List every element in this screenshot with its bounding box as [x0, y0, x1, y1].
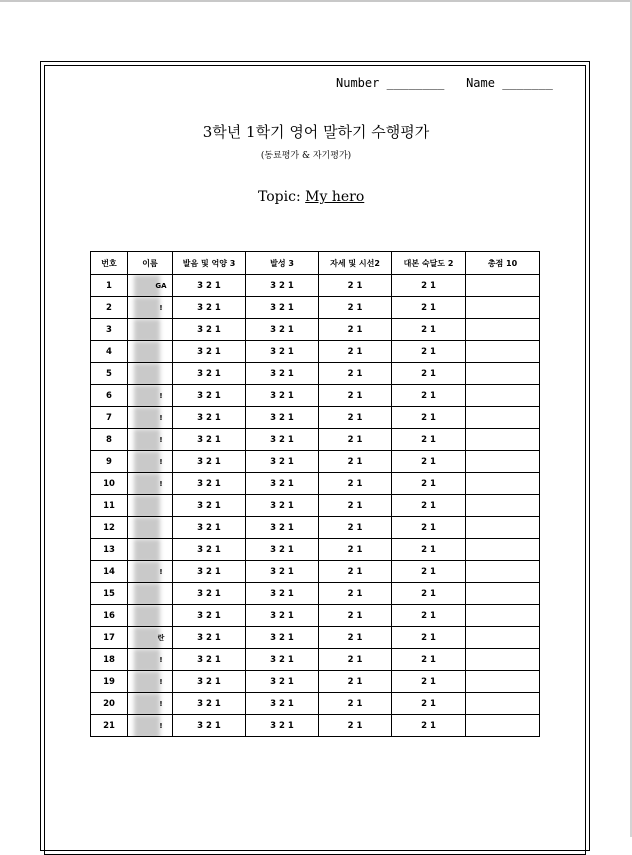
name-cell: [128, 275, 173, 297]
voice-score-cell: 3 2 1: [246, 693, 319, 715]
pronunciation-score-cell: 3 2 1: [173, 319, 246, 341]
row-number-cell: 11: [91, 495, 128, 517]
row-number-cell: 9: [91, 451, 128, 473]
row-number-cell: 16: [91, 605, 128, 627]
redacted-name-blur: [134, 407, 163, 429]
script-score-cell: 2 1: [392, 627, 466, 649]
script-score-cell: 2 1: [392, 561, 466, 583]
pronunciation-score-cell: 3 2 1: [173, 429, 246, 451]
name-cell: [128, 715, 173, 737]
redacted-name-blur: [134, 297, 163, 319]
row-number-cell: 1: [91, 275, 128, 297]
script-score-cell: 2 1: [392, 715, 466, 737]
table-row: [91, 473, 540, 495]
name-text: !: [159, 457, 163, 466]
script-score-cell: 2 1: [392, 693, 466, 715]
table-row: [91, 517, 540, 539]
voice-score-cell: 3 2 1: [246, 627, 319, 649]
script-score-cell: 2 1: [392, 363, 466, 385]
table-row: [91, 297, 540, 319]
pronunciation-score-cell: 3 2 1: [173, 605, 246, 627]
total-score-cell[interactable]: [466, 671, 540, 693]
table-row: [91, 429, 540, 451]
total-score-cell[interactable]: [466, 473, 540, 495]
table-header-row: [91, 252, 540, 275]
pronunciation-score-cell: 3 2 1: [173, 363, 246, 385]
script-score-cell: 2 1: [392, 583, 466, 605]
name-cell: [128, 539, 173, 561]
name-text: !: [159, 303, 163, 312]
redacted-name-blur: [134, 539, 160, 561]
pronunciation-score-cell: 3 2 1: [173, 275, 246, 297]
pronunciation-score-cell: 3 2 1: [173, 539, 246, 561]
script-score-cell: 2 1: [392, 517, 466, 539]
table-row: [91, 275, 540, 297]
total-score-cell[interactable]: [466, 429, 540, 451]
table-row: [91, 605, 540, 627]
posture-score-cell: 2 1: [319, 319, 392, 341]
name-text: !: [159, 435, 163, 444]
row-number-cell: 14: [91, 561, 128, 583]
name-text: !: [159, 567, 163, 576]
script-score-cell: 2 1: [392, 495, 466, 517]
voice-score-cell: 3 2 1: [246, 319, 319, 341]
redacted-name-blur: [134, 385, 163, 407]
pronunciation-score-cell: 3 2 1: [173, 407, 246, 429]
page-subtitle: (동료평가 & 자기평가): [260, 151, 352, 161]
row-number-cell: 20: [91, 693, 128, 715]
row-number-cell: 6: [91, 385, 128, 407]
name-cell: [128, 627, 173, 649]
row-number-cell: 19: [91, 671, 128, 693]
table-row: [91, 627, 540, 649]
total-score-cell[interactable]: [466, 583, 540, 605]
redacted-name-blur: [134, 451, 163, 473]
pronunciation-score-cell: 3 2 1: [173, 341, 246, 363]
redacted-name-blur: [134, 495, 160, 517]
redacted-name-blur: [134, 583, 160, 605]
redacted-name-blur: [134, 693, 163, 715]
voice-score-cell: 3 2 1: [246, 451, 319, 473]
redacted-name-blur: [134, 649, 163, 671]
voice-score-cell: 3 2 1: [246, 605, 319, 627]
script-score-cell: 2 1: [392, 539, 466, 561]
total-score-cell[interactable]: [466, 451, 540, 473]
voice-score-cell: 3 2 1: [246, 495, 319, 517]
voice-score-cell: 3 2 1: [246, 385, 319, 407]
voice-score-cell: 3 2 1: [246, 363, 319, 385]
voice-score-cell: 3 2 1: [246, 473, 319, 495]
topic-value: My hero: [305, 189, 365, 205]
total-score-cell[interactable]: [466, 539, 540, 561]
redacted-name-blur: [134, 363, 160, 385]
table-row: [91, 319, 540, 341]
redacted-name-blur: [134, 517, 160, 539]
table-row: [91, 341, 540, 363]
number-label: Number: [336, 76, 380, 90]
table-row: [91, 671, 540, 693]
posture-score-cell: 2 1: [319, 627, 392, 649]
table-row: [91, 407, 540, 429]
name-cell: [128, 649, 173, 671]
topic-line: [258, 189, 364, 205]
name-text: !: [159, 655, 163, 664]
name-cell: [128, 495, 173, 517]
row-number-cell: 10: [91, 473, 128, 495]
posture-score-cell: 2 1: [319, 605, 392, 627]
script-score-cell: 2 1: [392, 385, 466, 407]
name-cell: [128, 583, 173, 605]
redacted-name-blur: [134, 341, 160, 363]
col-header-posture: 자세 및 시선2: [319, 252, 392, 275]
table-row: [91, 583, 540, 605]
name-text: !: [159, 699, 163, 708]
total-score-cell[interactable]: [466, 715, 540, 737]
name-cell: [128, 561, 173, 583]
table-row: [91, 495, 540, 517]
number-name-line: [336, 76, 553, 90]
row-number-cell: 21: [91, 715, 128, 737]
voice-score-cell: 3 2 1: [246, 539, 319, 561]
name-cell: [128, 671, 173, 693]
voice-score-cell: 3 2 1: [246, 583, 319, 605]
posture-score-cell: 2 1: [319, 583, 392, 605]
voice-score-cell: 3 2 1: [246, 275, 319, 297]
posture-score-cell: 2 1: [319, 451, 392, 473]
posture-score-cell: 2 1: [319, 693, 392, 715]
row-number-cell: 17: [91, 627, 128, 649]
table-row: [91, 385, 540, 407]
pronunciation-score-cell: 3 2 1: [173, 473, 246, 495]
script-score-cell: 2 1: [392, 451, 466, 473]
name-text: 란: [157, 633, 165, 642]
total-score-cell[interactable]: [466, 407, 540, 429]
table-row: [91, 451, 540, 473]
voice-score-cell: 3 2 1: [246, 517, 319, 539]
row-number-cell: 15: [91, 583, 128, 605]
name-cell: [128, 407, 173, 429]
voice-score-cell: 3 2 1: [246, 429, 319, 451]
name-cell: [128, 605, 173, 627]
name-cell: [128, 297, 173, 319]
window-top-edge: [0, 0, 632, 2]
pronunciation-score-cell: 3 2 1: [173, 297, 246, 319]
total-score-cell[interactable]: [466, 627, 540, 649]
script-score-cell: 2 1: [392, 473, 466, 495]
pronunciation-score-cell: 3 2 1: [173, 517, 246, 539]
posture-score-cell: 2 1: [319, 495, 392, 517]
name-text: !: [159, 391, 163, 400]
col-header-script: 대본 숙달도 2: [392, 252, 466, 275]
col-header-name: 이름: [128, 252, 173, 275]
total-score-cell[interactable]: [466, 275, 540, 297]
table-row: [91, 363, 540, 385]
pronunciation-score-cell: 3 2 1: [173, 451, 246, 473]
name-text: !: [159, 479, 163, 488]
script-score-cell: 2 1: [392, 429, 466, 451]
redacted-name-blur: [134, 627, 160, 649]
row-number-cell: 3: [91, 319, 128, 341]
posture-score-cell: 2 1: [319, 671, 392, 693]
voice-score-cell: 3 2 1: [246, 671, 319, 693]
col-header-voice: 발성 3: [246, 252, 319, 275]
table-row: [91, 539, 540, 561]
name-cell: [128, 363, 173, 385]
total-score-cell[interactable]: [466, 561, 540, 583]
total-score-cell[interactable]: [466, 385, 540, 407]
name-text: !: [159, 721, 163, 730]
total-score-cell[interactable]: [466, 605, 540, 627]
row-number-cell: 5: [91, 363, 128, 385]
posture-score-cell: 2 1: [319, 429, 392, 451]
table-body: [91, 275, 540, 737]
script-score-cell: 2 1: [392, 605, 466, 627]
name-cell: [128, 451, 173, 473]
total-score-cell[interactable]: [466, 341, 540, 363]
number-blank: ________: [386, 76, 445, 90]
redacted-name-blur: [134, 319, 160, 341]
voice-score-cell: 3 2 1: [246, 297, 319, 319]
posture-score-cell: 2 1: [319, 561, 392, 583]
col-header-pronunciation: 발음 및 억양 3: [173, 252, 246, 275]
redacted-name-blur: [134, 671, 163, 693]
pronunciation-score-cell: 3 2 1: [173, 561, 246, 583]
page-title: 3학년 1학기 영어 말하기 수행평가: [202, 123, 430, 141]
total-score-cell[interactable]: [466, 649, 540, 671]
posture-score-cell: 2 1: [319, 363, 392, 385]
table-row: [91, 693, 540, 715]
posture-score-cell: 2 1: [319, 517, 392, 539]
row-number-cell: 8: [91, 429, 128, 451]
name-cell: [128, 429, 173, 451]
pronunciation-score-cell: 3 2 1: [173, 693, 246, 715]
script-score-cell: 2 1: [392, 671, 466, 693]
voice-score-cell: 3 2 1: [246, 341, 319, 363]
name-cell: [128, 473, 173, 495]
redacted-name-blur: [134, 561, 163, 583]
voice-score-cell: 3 2 1: [246, 715, 319, 737]
posture-score-cell: 2 1: [319, 275, 392, 297]
pronunciation-score-cell: 3 2 1: [173, 649, 246, 671]
evaluation-table: [90, 251, 540, 737]
pronunciation-score-cell: 3 2 1: [173, 385, 246, 407]
name-cell: [128, 517, 173, 539]
total-score-cell[interactable]: [466, 693, 540, 715]
voice-score-cell: 3 2 1: [246, 649, 319, 671]
total-score-cell[interactable]: [466, 319, 540, 341]
redacted-name-blur: [134, 473, 163, 495]
redacted-name-blur: [134, 605, 160, 627]
row-number-cell: 13: [91, 539, 128, 561]
total-score-cell[interactable]: [466, 363, 540, 385]
table-row: [91, 715, 540, 737]
posture-score-cell: 2 1: [319, 715, 392, 737]
table-row: [91, 561, 540, 583]
name-cell: [128, 385, 173, 407]
row-number-cell: 4: [91, 341, 128, 363]
pronunciation-score-cell: 3 2 1: [173, 671, 246, 693]
posture-score-cell: 2 1: [319, 539, 392, 561]
row-number-cell: 12: [91, 517, 128, 539]
name-label: Name: [466, 76, 495, 90]
script-score-cell: 2 1: [392, 341, 466, 363]
total-score-cell[interactable]: [466, 495, 540, 517]
posture-score-cell: 2 1: [319, 385, 392, 407]
name-cell: [128, 341, 173, 363]
row-number-cell: 7: [91, 407, 128, 429]
row-number-cell: 2: [91, 297, 128, 319]
name-text: GA: [155, 281, 167, 290]
posture-score-cell: 2 1: [319, 649, 392, 671]
script-score-cell: 2 1: [392, 297, 466, 319]
name-blank: _______: [502, 76, 553, 90]
name-cell: [128, 319, 173, 341]
script-score-cell: 2 1: [392, 319, 466, 341]
redacted-name-blur: [134, 715, 163, 737]
name-text: !: [159, 413, 163, 422]
name-text: !: [159, 677, 163, 686]
pronunciation-score-cell: 3 2 1: [173, 627, 246, 649]
pronunciation-score-cell: 3 2 1: [173, 495, 246, 517]
topic-label: Topic:: [258, 189, 301, 205]
total-score-cell[interactable]: [466, 517, 540, 539]
voice-score-cell: 3 2 1: [246, 561, 319, 583]
col-header-number: 번호: [91, 252, 128, 275]
pronunciation-score-cell: 3 2 1: [173, 715, 246, 737]
posture-score-cell: 2 1: [319, 407, 392, 429]
redacted-name-blur: [134, 429, 163, 451]
row-number-cell: 18: [91, 649, 128, 671]
col-header-total: 총점 10: [466, 252, 540, 275]
posture-score-cell: 2 1: [319, 473, 392, 495]
script-score-cell: 2 1: [392, 649, 466, 671]
script-score-cell: 2 1: [392, 407, 466, 429]
name-cell: [128, 693, 173, 715]
table-row: [91, 649, 540, 671]
voice-score-cell: 3 2 1: [246, 407, 319, 429]
posture-score-cell: 2 1: [319, 297, 392, 319]
total-score-cell[interactable]: [466, 297, 540, 319]
posture-score-cell: 2 1: [319, 341, 392, 363]
pronunciation-score-cell: 3 2 1: [173, 583, 246, 605]
script-score-cell: 2 1: [392, 275, 466, 297]
